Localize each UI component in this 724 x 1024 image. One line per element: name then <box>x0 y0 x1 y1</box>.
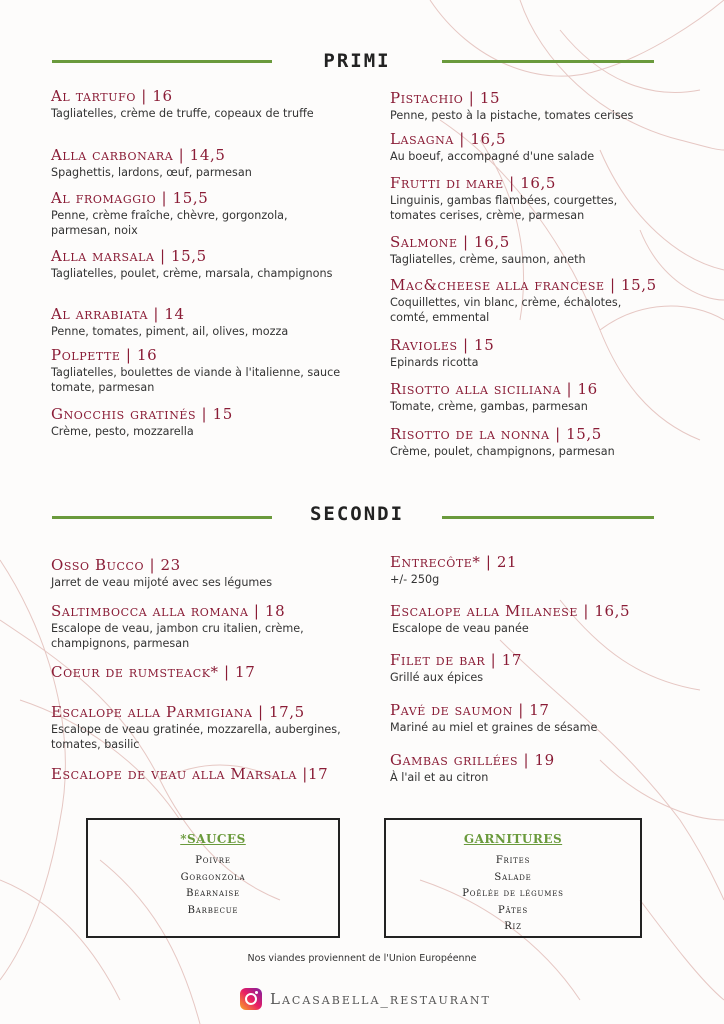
menu-item: Al arrabiata | 14 Penne, tomates, piment, ail, olives, mozza <box>51 305 289 338</box>
menu-item: Alla marsala | 15,5 Tagliatelles, poulet, crème, marsala, champignons <box>51 247 333 280</box>
menu-item: Coeur de rumsteack* | 17 <box>51 663 256 681</box>
menu-item: Gnocchis gratinés | 15 Crème, pesto, mozzarella <box>51 405 233 438</box>
menu-item: Saltimbocca alla romana | 18 Escalope de veau, jambon cru italien, crème, champignons, parmesan <box>51 602 304 650</box>
list-item: Poivre <box>195 855 231 866</box>
garnitures-box <box>384 818 642 938</box>
sauces-title: *SAUCES <box>180 832 246 846</box>
list-item: Gorgonzola <box>180 871 246 883</box>
list-item: Béarnaise <box>186 888 240 899</box>
menu-item: Lasagna | 16,5 Au boeuf, accompagné d'une salade <box>390 130 595 163</box>
list-item: Poêlée de légumes <box>462 888 564 899</box>
menu-item: Alla carbonara | 14,5 Spaghettis, lardons, œuf, parmesan <box>51 146 252 179</box>
menu-item: Polpette | 16 Tagliatelles, boulettes de viande à l'italienne, sauce tomate, parmesan <box>51 346 341 394</box>
menu-item: Pistachio | 15 Penne, pesto à la pistache, tomates cerises <box>390 89 634 122</box>
menu-item: Al fromaggio | 15,5 Penne, crème fraîche, chèvre, gorgonzola, parmesan, noix <box>51 189 288 237</box>
secondi-section-header <box>0 503 724 527</box>
secondi-title: SECONDI <box>309 503 405 525</box>
sauces-box <box>86 818 340 938</box>
menu-item: Risotto alla siciliana | 16 Tomate, crème, gambas, parmesan <box>390 380 598 413</box>
menu-item: Frutti di mare | 16,5 Linguinis, gambas flambées, courgettes, tomates cerises, crème, parmesan <box>390 174 618 222</box>
meat-origin-note: Nos viandes proviennent de l'Union Européenne <box>247 953 477 964</box>
list-item: Riz <box>504 921 522 932</box>
list-item: Pâtes <box>498 904 528 916</box>
menu-item: Osso Bucco | 23 Jarret de veau mijoté avec ses légumes <box>51 556 273 589</box>
list-item: Barbecue <box>187 904 239 916</box>
primi-section-header <box>0 50 724 74</box>
sauces-list <box>88 853 338 919</box>
menu-item: Al tartufo | 16 Tagliatelles, crème de truffe, copeaux de truffe <box>51 87 314 120</box>
list-item: Salade <box>494 871 532 883</box>
instagram-link[interactable] <box>240 988 491 1010</box>
list-item: Frites <box>495 855 531 866</box>
menu-item: Escalope de veau alla Marsala |17 <box>51 765 329 783</box>
menu-item: Escalope alla Milanese | 16,5 Escalope de veau panée <box>390 602 631 635</box>
menu-item: Entrecôte* | 21 +/- 250g <box>390 553 518 586</box>
garnitures-title: GARNITURES <box>463 832 563 846</box>
menu-item: Risotto de la nonna | 15,5 Crème, poulet, champignons, parmesan <box>390 425 615 458</box>
menu-item: Mac&cheese alla francese | 15,5 Coquillettes, vin blanc, crème, échalotes, comté, emmental <box>390 276 657 324</box>
menu-item: Gambas grillées | 19 À l'ail et au citron <box>390 751 555 784</box>
menu-item: Ravioles | 15 Epinards ricotta <box>390 336 495 369</box>
menu-item: Pavé de saumon | 17 Mariné au miel et graines de sésame <box>390 701 598 734</box>
garnitures-list <box>386 853 640 936</box>
instagram-icon <box>240 988 262 1010</box>
primi-title: PRIMI <box>323 50 391 72</box>
instagram-handle: Lacasabella_restaurant <box>270 990 491 1008</box>
menu-item: Salmone | 16,5 Tagliatelles, crème, saumon, aneth <box>390 233 586 266</box>
menu-item: Filet de bar | 17 Grillé aux épices <box>390 651 522 684</box>
menu-item: Escalope alla Parmigiana | 17,5 Escalope de veau gratinée, mozzarella, aubergines, tomates, basilic <box>51 703 341 751</box>
